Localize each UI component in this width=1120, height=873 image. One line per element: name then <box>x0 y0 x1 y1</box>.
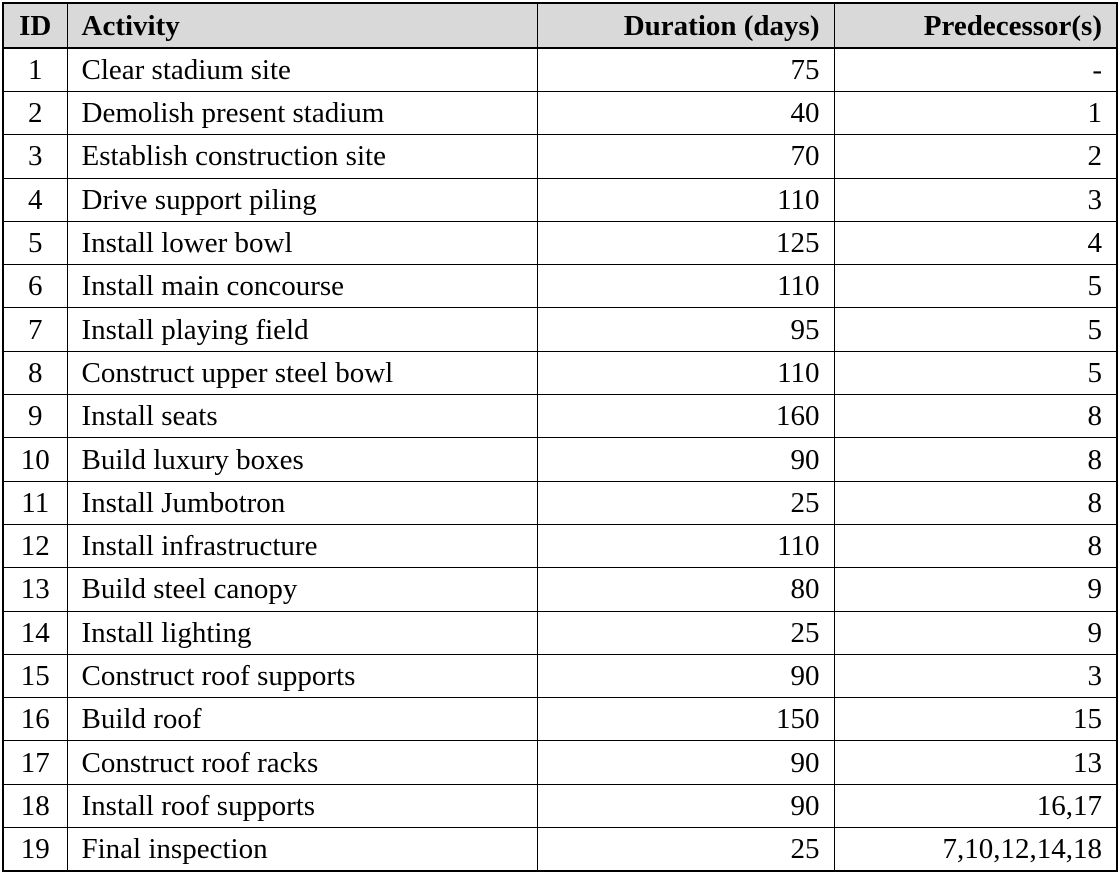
cell-predecessors: 8 <box>834 524 1117 567</box>
cell-duration: 90 <box>537 654 834 697</box>
cell-activity: Establish construction site <box>67 135 537 178</box>
cell-duration: 95 <box>537 308 834 351</box>
cell-id: 4 <box>3 178 67 221</box>
cell-predecessors: 13 <box>834 741 1117 784</box>
cell-activity: Install seats <box>67 395 537 438</box>
cell-predecessors: - <box>834 48 1117 92</box>
cell-activity: Construct upper steel bowl <box>67 351 537 394</box>
cell-activity: Drive support piling <box>67 178 537 221</box>
cell-activity: Install main concourse <box>67 265 537 308</box>
cell-predecessors: 5 <box>834 265 1117 308</box>
cell-duration: 75 <box>537 48 834 92</box>
table-row <box>3 221 1117 264</box>
cell-id: 13 <box>3 568 67 611</box>
table-row <box>3 351 1117 394</box>
cell-activity: Build luxury boxes <box>67 438 537 481</box>
cell-predecessors: 8 <box>834 395 1117 438</box>
header-predecessors: Predecessor(s) <box>834 3 1117 48</box>
table-row <box>3 395 1117 438</box>
cell-activity: Construct roof racks <box>67 741 537 784</box>
header-id: ID <box>3 3 67 48</box>
cell-duration: 110 <box>537 524 834 567</box>
cell-predecessors: 4 <box>834 221 1117 264</box>
table-body <box>3 48 1117 871</box>
cell-duration: 70 <box>537 135 834 178</box>
header-duration: Duration (days) <box>537 3 834 48</box>
table-row <box>3 611 1117 654</box>
table-row <box>3 48 1117 92</box>
activity-table <box>2 2 1118 872</box>
table-row <box>3 524 1117 567</box>
cell-id: 11 <box>3 481 67 524</box>
cell-activity: Install roof supports <box>67 784 537 827</box>
cell-id: 14 <box>3 611 67 654</box>
cell-predecessors: 1 <box>834 92 1117 135</box>
cell-duration: 110 <box>537 265 834 308</box>
table-row <box>3 438 1117 481</box>
table-row <box>3 828 1117 872</box>
cell-id: 2 <box>3 92 67 135</box>
cell-activity: Build steel canopy <box>67 568 537 611</box>
cell-activity: Install lower bowl <box>67 221 537 264</box>
table-row <box>3 698 1117 741</box>
cell-id: 7 <box>3 308 67 351</box>
cell-duration: 125 <box>537 221 834 264</box>
cell-predecessors: 9 <box>834 568 1117 611</box>
cell-duration: 80 <box>537 568 834 611</box>
cell-predecessors: 8 <box>834 481 1117 524</box>
table-row <box>3 784 1117 827</box>
cell-id: 3 <box>3 135 67 178</box>
cell-duration: 25 <box>537 611 834 654</box>
cell-activity: Install Jumbotron <box>67 481 537 524</box>
cell-id: 17 <box>3 741 67 784</box>
cell-duration: 25 <box>537 481 834 524</box>
header-activity: Activity <box>67 3 537 48</box>
cell-duration: 110 <box>537 351 834 394</box>
cell-id: 19 <box>3 828 67 872</box>
table-row <box>3 308 1117 351</box>
cell-id: 12 <box>3 524 67 567</box>
cell-id: 1 <box>3 48 67 92</box>
cell-predecessors: 16,17 <box>834 784 1117 827</box>
cell-activity: Install infrastructure <box>67 524 537 567</box>
cell-predecessors: 8 <box>834 438 1117 481</box>
cell-predecessors: 3 <box>834 178 1117 221</box>
cell-predecessors: 9 <box>834 611 1117 654</box>
cell-predecessors: 15 <box>834 698 1117 741</box>
cell-predecessors: 5 <box>834 308 1117 351</box>
cell-id: 5 <box>3 221 67 264</box>
cell-duration: 40 <box>537 92 834 135</box>
table-row <box>3 568 1117 611</box>
cell-duration: 110 <box>537 178 834 221</box>
cell-id: 18 <box>3 784 67 827</box>
cell-activity: Final inspection <box>67 828 537 872</box>
cell-activity: Build roof <box>67 698 537 741</box>
cell-activity: Construct roof supports <box>67 654 537 697</box>
cell-id: 16 <box>3 698 67 741</box>
cell-id: 10 <box>3 438 67 481</box>
header-row <box>3 3 1117 48</box>
table-row <box>3 178 1117 221</box>
cell-activity: Install lighting <box>67 611 537 654</box>
cell-duration: 90 <box>537 784 834 827</box>
table-row <box>3 481 1117 524</box>
cell-id: 8 <box>3 351 67 394</box>
cell-duration: 90 <box>537 438 834 481</box>
cell-activity: Install playing field <box>67 308 537 351</box>
cell-predecessors: 5 <box>834 351 1117 394</box>
cell-activity: Clear stadium site <box>67 48 537 92</box>
table-row <box>3 654 1117 697</box>
cell-duration: 25 <box>537 828 834 872</box>
cell-id: 9 <box>3 395 67 438</box>
cell-duration: 90 <box>537 741 834 784</box>
cell-predecessors: 7,10,12,14,18 <box>834 828 1117 872</box>
table-header <box>3 3 1117 48</box>
table-row <box>3 741 1117 784</box>
cell-id: 15 <box>3 654 67 697</box>
table-row <box>3 135 1117 178</box>
cell-predecessors: 2 <box>834 135 1117 178</box>
cell-activity: Demolish present stadium <box>67 92 537 135</box>
table-row <box>3 92 1117 135</box>
table-row <box>3 265 1117 308</box>
cell-duration: 150 <box>537 698 834 741</box>
cell-predecessors: 3 <box>834 654 1117 697</box>
cell-id: 6 <box>3 265 67 308</box>
cell-duration: 160 <box>537 395 834 438</box>
